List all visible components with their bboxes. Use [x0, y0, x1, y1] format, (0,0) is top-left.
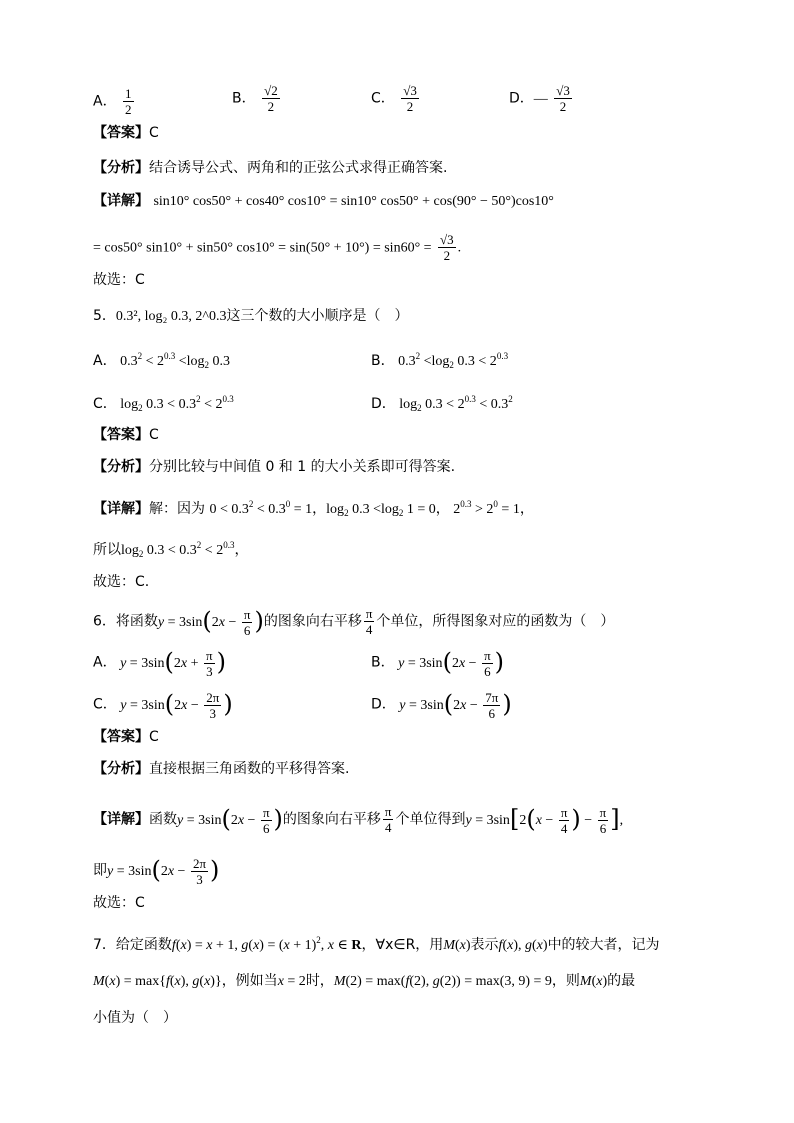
q5-analysis: 【分析】分别比较与中间值 0 和 1 的大小关系即可得答案. — [93, 459, 456, 475]
q5-option-c: C． $\log_2 0.3 < 0.3^2 < 2^{0.3}$ — [93, 394, 234, 413]
q7-stem: 7．给定函数f(x) = x + 1, $g(x) = (x + 1)^2$, x ∈ R，∀x∈R，用M(x)表示f(x), g(x)中的较大者，记为 — [93, 935, 660, 953]
q4-detail: 【详解】 sin10° cos50° + cos40° cos10° = sin10° cos50° + cos(90° − 50°)cos10° — [93, 193, 554, 209]
fraction: $\frac{√2}{2}$ — [264, 83, 278, 114]
q4-answer: 【答案】C — [93, 125, 159, 141]
q6-then: 即y = 3sin(2x − $\frac{2\pi}{3}$ ) — [93, 855, 220, 887]
q7-line2: M(x) = max{f(x), g(x)}，例如当x = 2时，M(2) = max(f(2), g(2)) = max(3, 9) = 9，则M(x)的最 — [93, 973, 636, 989]
q4-option-b: B． $\frac{√2}{2}$ — [232, 83, 278, 114]
fraction: $\frac{√3}{2}$ — [440, 232, 454, 263]
q5-option-d: D． $\log_2 0.3 < 2^{0.3} < 0.3^2$ — [371, 394, 513, 413]
q6-detail: 【详解】函数y = 3sin(2x − $\frac{\pi}{6}$ )的图象向右平移 $\frac{\pi}{4}$ 个单位得到y = 3sin[2(x − $\frac{\pi}{4}$ ) − $\frac{\pi}{6}$ ], — [93, 804, 624, 836]
q6-option-a: A． y = 3sin(2x + $\frac{\pi}{3}$ ) — [93, 647, 226, 679]
q4-option-a: A． $\frac{1}{2}$ — [93, 86, 132, 117]
q4-option-c: C． $\frac{√3}{2}$ — [371, 83, 417, 114]
q4-option-d: D．— $\frac{√3}{2}$ — [509, 83, 570, 114]
q6-option-b: B． y = 3sin(2x − $\frac{\pi}{6}$ ) — [371, 647, 505, 679]
q4-detail-line2: = cos50° sin10° + sin50° cos10° = sin(50° + 10°) = sin60° = $\frac{√3}{2}$ . — [93, 232, 462, 263]
q6-stem: 6．将函数y = 3sin(2x − $\frac{\pi}{6}$ )的图象向右平移 $\frac{\pi}{4}$ 个单位，所得图象对应的函数为（ ） — [93, 606, 615, 638]
q6-choice: 故选：C — [93, 895, 145, 911]
fraction: $\frac{√3}{2}$ — [403, 83, 417, 114]
fraction: $\frac{1}{2}$ — [125, 86, 132, 117]
q5-stem-math: 0.3², log₂ 0.3, 2^0.3 — [115, 309, 227, 324]
q5-answer: 【答案】C — [93, 427, 159, 443]
q5-choice: 故选：C. — [93, 574, 150, 590]
q6-analysis: 【分析】直接根据三角函数的平移得答案. — [93, 761, 350, 777]
q4-analysis: 【分析】结合诱导公式、两角和的正弦公式求得正确答案. — [93, 160, 448, 176]
q6-option-d: D． y = 3sin(2x − $\frac{7\pi}{6}$ ) — [371, 689, 512, 721]
q5-option-a: A． $0.3^2 < 2^{0.3} <\log_2$ 0.3 — [93, 351, 231, 370]
q6-answer: 【答案】C — [93, 729, 159, 745]
q5-option-b: B． $0.3^2 <\log_2$ $0.3 < 2^{0.3}$ — [371, 351, 509, 370]
q5-detail: 【详解】解：因为 $0 < 0.3^2 < 0.3^0 = 1$，$\log_2 0.3 <\log_2$ 1 = 0， $2^{0.3} > 2^0 = 1$， — [93, 499, 534, 518]
q7-line3: 小值为（ ） — [93, 1010, 177, 1026]
q6-option-c: C． y = 3sin(2x − $\frac{2\pi}{3}$ ) — [93, 689, 233, 721]
q4-choice: 故选：C — [93, 272, 145, 288]
q5-stem: 5．0.3², log₂ 0.3, 2^0.3这三个数的大小顺序是（ ） — [93, 308, 409, 324]
q5-conclusion: 所以$\log_2 0.3 < 0.3^2 < 2^{0.3}$， — [93, 540, 249, 559]
fraction: $\frac{√3}{2}$ — [556, 83, 570, 114]
